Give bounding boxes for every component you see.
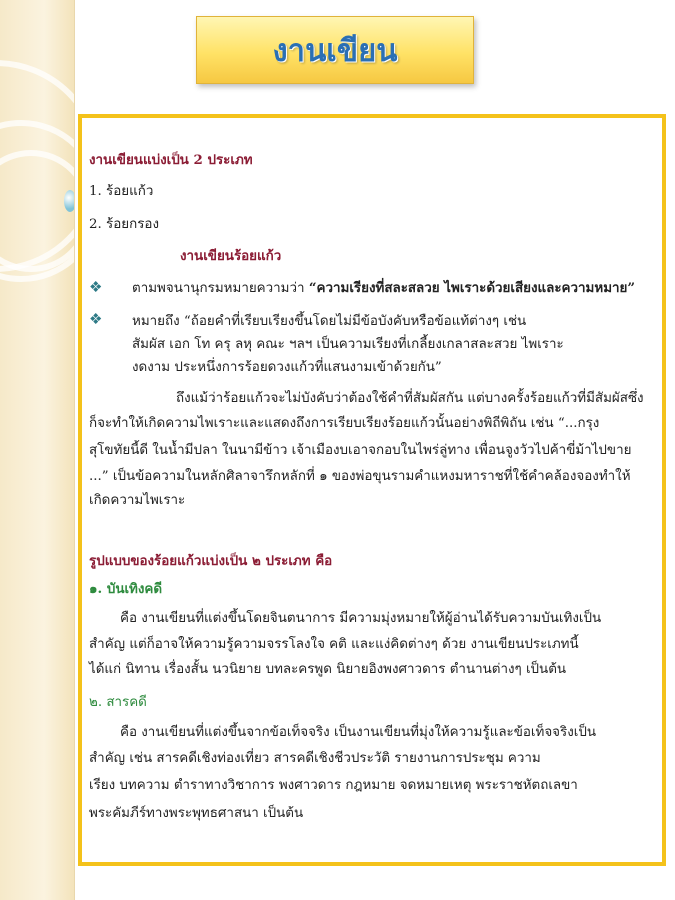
list-item: 2. ร้อยกรอง: [89, 217, 159, 232]
subsection-heading: งานเขียนร้อยแก้ว: [180, 248, 282, 264]
paragraph-line: สำคัญ เช่น สารคดีเชิงท่องเที่ยว สารคดีเชิงชีวประวัติ รายงานการประชุม ความ: [89, 751, 541, 766]
bullet-text-line: สัมผัส เอก โท ครุ ลหุ คณะ ฯลฯ เป็นความเรียงที่เกลี้ยงเกลาสละสวย ไพเราะ: [132, 337, 564, 352]
paragraph-line: เรียง บทความ ตำราทางวิชาการ พงศาวดาร กฎหมาย จดหมายเหตุ พระราชหัตถเลขา: [89, 778, 578, 793]
page-title: งานเขียน: [272, 33, 398, 69]
bullet-text-line: งดงาม ประหนึ่งการร้อยดวงแก้วที่แสนงามเข้าด้วยกัน”: [132, 360, 442, 375]
paragraph-line: ...” เป็นข้อความในหลักศิลาจารึกหลักที่ ๑ ของพ่อขุนรามคำแหงมหาราชที่ใช้คำคล้องจองทำให้: [89, 469, 631, 484]
type-heading: ๒. สารคดี: [89, 695, 147, 710]
title-banner: [196, 16, 474, 84]
bullet-text-prefix: ตามพจนานุกรมหมายความว่า: [132, 281, 309, 296]
section-heading: งานเขียนแบ่งเป็น 2 ประเภท: [89, 152, 253, 168]
paragraph-line: สุโขทัยนี้ดี ในน้ำมีปลา ในนามีข้าว เจ้าเมืองบเอาจกอบในไพร่ลู่ทาง เพื่อนจูงวัวไปค้าขี่ม้าไปขาย: [89, 443, 632, 458]
type-heading: ๑. บันเทิงคดี: [89, 581, 163, 597]
paragraph-line: ถึงแม้ว่าร้อยแก้วจะไม่บังคับว่าต้องใช้คำที่สัมผัสกัน แต่บางครั้งร้อยแก้วที่มีสัมผัสซึ่ง: [176, 391, 644, 406]
bullet-icon: ❖: [89, 310, 103, 328]
bullet-text-line: หมายถึง “ถ้อยคำที่เรียบเรียงขึ้นโดยไม่มีข้อบังคับหรือข้อแท้ต่างๆ เช่น: [132, 314, 527, 329]
bullet-icon: ❖: [89, 278, 103, 296]
paragraph-line: ก็จะทำให้เกิดความไพเราะและแสดงถึงการเรียบเรียงร้อยแก้วนั้นอย่างพิถีพิถัน เช่น “...กรุง: [89, 416, 600, 431]
bullet-text: [132, 282, 635, 295]
bullet-text-emphasis: “ความเรียงที่สละสลวย ไพเราะด้วยเสียงและความหมาย”: [308, 280, 636, 296]
paragraph-line: คือ งานเขียนที่แต่งขึ้นจากข้อเท็จจริง เป็นงานเขียนที่มุ่งให้ความรู้และข้อเท็จจริงเป็น: [120, 725, 596, 740]
decorative-swirl: [0, 150, 75, 272]
decorative-bead: [64, 190, 75, 212]
section-heading: รูปแบบของร้อยแก้วแบ่งเป็น ๒ ประเภท คือ: [89, 553, 333, 569]
paragraph-line: เกิดความไพเราะ: [89, 493, 186, 508]
paragraph-line: ได้แก่ นิทาน เรื่องสั้น นวนิยาย บทละครพูด นิยายอิงพงศาวดาร ตำนานต่างๆ เป็นต้น: [89, 662, 567, 677]
list-item: 1. ร้อยแก้ว: [89, 184, 154, 199]
paragraph-line: สำคัญ แต่ก็อาจให้ความรู้ความจรรโลงใจ คติ และแง่คิดต่างๆ ด้วย งานเขียนประเภทนี้: [89, 637, 579, 652]
decorative-side-panel: [0, 0, 75, 900]
paragraph-line: คือ งานเขียนที่แต่งขึ้นโดยจินตนาการ มีความมุ่งหมายให้ผู้อ่านได้รับความบันเทิงเป็น: [120, 611, 602, 626]
paragraph-line: พระคัมภีร์ทางพระพุทธศาสนา เป็นต้น: [89, 806, 304, 821]
